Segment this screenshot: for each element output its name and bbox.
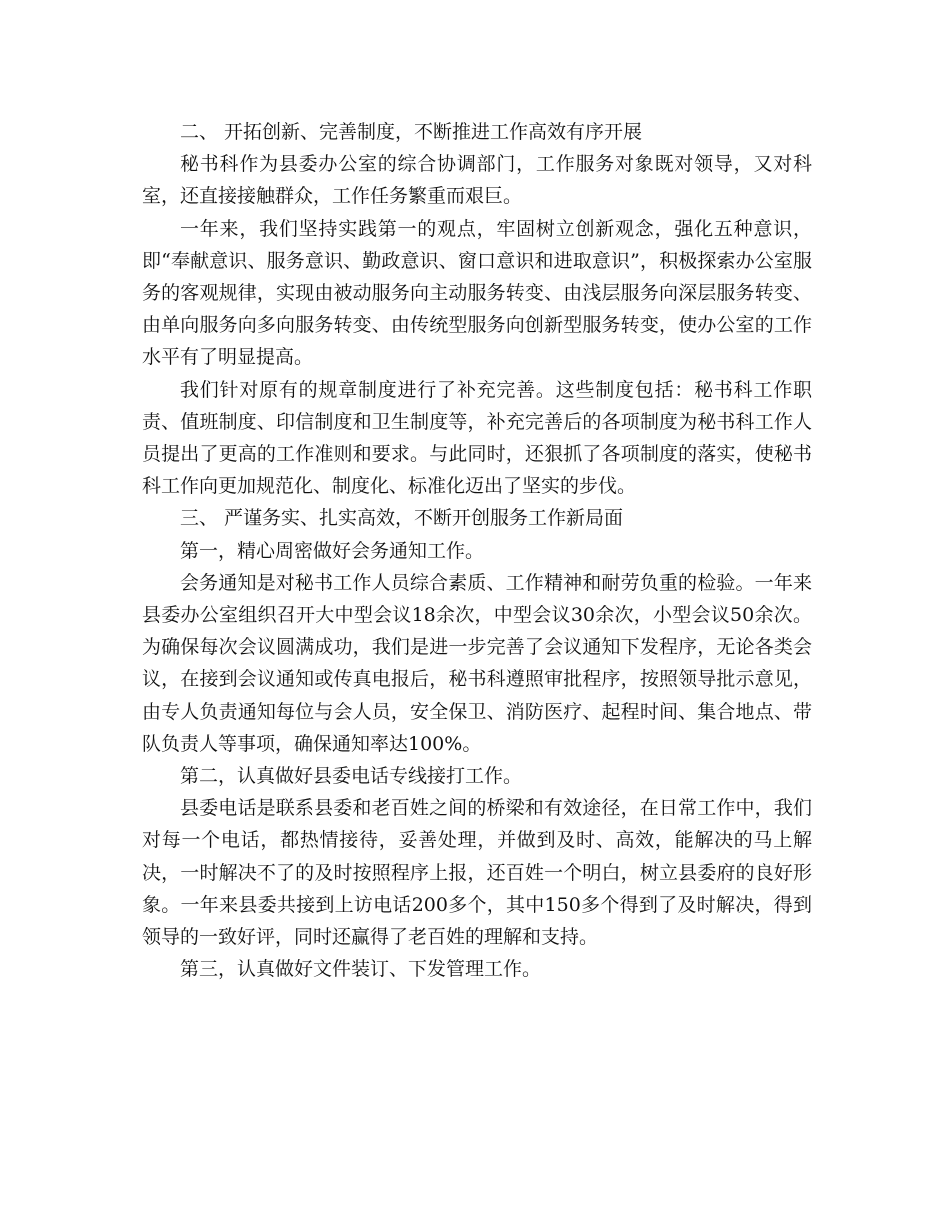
paragraph: 县委电话是联系县委和老百姓之间的桥梁和有效途径，在日常工作中，我们对每一个电话，都热情接待，妥善处理，并做到及时、高效，能解决的马上解决，一时解决不了的及时按照程序上报，还百姓一个明白，树立县委府的良好形象。一年来县委共接到上访电话200多个，其中150多个得到了及时解决，得到领导的一致好评，同时还赢得了老百姓的理解和支持。 <box>142 797 812 949</box>
subheading-first: 第一，精心周密做好会务通知工作。 <box>180 539 485 562</box>
subheading-third: 第三，认真做好文件装订、下发管理工作。 <box>180 958 542 981</box>
paragraph: 会务通知是对秘书工作人员综合素质、工作精神和耐劳负重的检验。一年来县委办公室组织召开大中型会议18余次，中型会议30余次，小型会议50余次。为确保每次会议圆满成功，我们是进一步完善了会议通知下发程序，无论各类会议，在接到会议通知或传真电报后，秘书科遵照审批程序，按照领导批示意见，由专人负责通知每位与会人员，安全保卫、消防医疗、起程时间、集合地点、带队负责人等事项，确保通知率达100%。 <box>142 571 812 755</box>
subheading-second: 第二，认真做好县委电话专线接打工作。 <box>180 765 523 788</box>
paragraph: 我们针对原有的规章制度进行了补充完善。这些制度包括：秘书科工作职责、值班制度、印信制度和卫生制度等，补充完善后的各项制度为秘书科工作人员提出了更高的工作准则和要求。与此同时，还狠抓了各项制度的落实，使秘书科工作向更加规范化、制度化、标准化迈出了坚实的步伐。 <box>142 378 812 498</box>
document-body <box>142 116 812 985</box>
section-heading-3: 三、 严谨务实、扎实高效，不断开创服务工作新局面 <box>180 507 624 530</box>
section-heading-2: 二、 开拓创新、完善制度，不断推进工作高效有序开展 <box>180 121 643 143</box>
paragraph: 一年来，我们坚持实践第一的观点，牢固树立创新观念，强化五种意识，即“奉献意识、服务意识、勤政意识、窗口意识和进取意识”，积极探索办公室服务的客观规律，实现由被动服务向主动服务转变、由浅层服务向深层服务转变、由单向服务向多向服务转变、由传统型服务向创新型服务转变，使办公室的工作水平有了明显提高。 <box>142 217 812 369</box>
paragraph: 秘书科作为县委办公室的综合协调部门，工作服务对象既对领导，又对科室，还直接接触群众，工作任务繁重而艰巨。 <box>142 153 812 208</box>
